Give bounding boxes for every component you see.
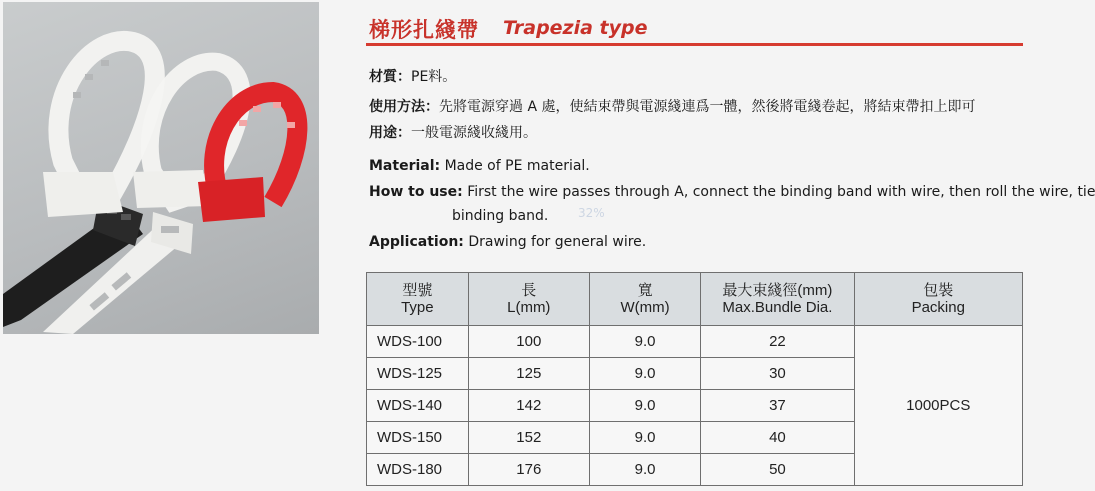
cell-type: WDS-100: [367, 326, 469, 358]
cell-bundle-dia: 50: [701, 454, 854, 486]
cell-bundle-dia: 37: [701, 390, 854, 422]
cell-length: 100: [468, 326, 589, 358]
header-packing: [854, 273, 1023, 326]
header-packing-cn: 包裝: [923, 282, 954, 299]
cell-type: WDS-180: [367, 454, 469, 486]
header-bundle-dia: [701, 273, 854, 326]
header-packing-en: Packing: [911, 299, 965, 316]
en-howto-text: First the wire passes through A, connect the binding band with wire, then roll the wire, tie: [467, 184, 1095, 200]
watermark-percent: 32%: [578, 206, 605, 220]
header-bundle-dia-en: Max.Bundle Dia.: [722, 299, 833, 316]
table-header-row: [367, 273, 1023, 326]
header-width-en: W(mm): [620, 299, 670, 316]
table-row: [367, 326, 1023, 358]
cell-length: 125: [468, 358, 589, 390]
en-material-label: Material:: [369, 158, 441, 174]
cn-application-text: 一般電源綫收綫用。: [411, 125, 537, 141]
cell-bundle-dia: 22: [701, 326, 854, 358]
header-bundle-dia-cn: 最大束綫徑(mm): [722, 282, 833, 299]
cn-material-label: 材質：: [369, 69, 411, 85]
cell-packing: 1000PCS: [854, 326, 1023, 486]
cell-width: 9.0: [589, 390, 700, 422]
cn-material-text: PE料。: [411, 69, 457, 85]
en-howto-text-cont: binding band.: [452, 208, 549, 224]
cn-application-label: 用途：: [369, 125, 411, 141]
cell-type: WDS-125: [367, 358, 469, 390]
en-material-text: Made of PE material.: [444, 158, 590, 174]
en-application-line: [369, 234, 646, 250]
en-application-text: Drawing for general wire.: [468, 234, 647, 250]
header-type-en: Type: [401, 299, 434, 316]
cn-usage-label: 使用方法：: [369, 99, 439, 115]
en-howto-label: How to use:: [369, 184, 463, 200]
cell-bundle-dia: 40: [701, 422, 854, 454]
header-type-cn: 型號: [402, 282, 433, 299]
cell-width: 9.0: [589, 422, 700, 454]
spec-table: [366, 272, 1023, 486]
header-length-cn: 長: [521, 282, 537, 299]
cell-width: 9.0: [589, 326, 700, 358]
page-title-cn: 梯形扎綫帶: [369, 18, 479, 42]
en-material-line: [369, 158, 590, 174]
cn-application-line: [369, 122, 537, 142]
cell-length: 152: [468, 422, 589, 454]
cell-bundle-dia: 30: [701, 358, 854, 390]
header-length: [468, 273, 589, 326]
cn-material-line: [369, 66, 456, 86]
en-howto-line: [369, 184, 1095, 200]
cell-type: WDS-140: [367, 390, 469, 422]
header-type: [367, 273, 469, 326]
cn-usage-line: [369, 96, 975, 116]
en-application-label: Application:: [369, 234, 464, 250]
header-width-cn: 寬: [637, 282, 653, 299]
cell-length: 176: [468, 454, 589, 486]
title-underline: [366, 43, 1023, 46]
cell-width: 9.0: [589, 454, 700, 486]
page-title-en: Trapezia type: [503, 17, 648, 39]
header-length-en: L(mm): [507, 299, 551, 316]
cell-type: WDS-150: [367, 422, 469, 454]
cell-length: 142: [468, 390, 589, 422]
cell-width: 9.0: [589, 358, 700, 390]
cn-usage-text: 先將電源穿過 A 處，使結束帶與電源綫連爲一體，然後將電綫卷起，將結束帶扣上即可: [439, 99, 976, 115]
header-width: [589, 273, 700, 326]
product-photo: [3, 2, 319, 334]
